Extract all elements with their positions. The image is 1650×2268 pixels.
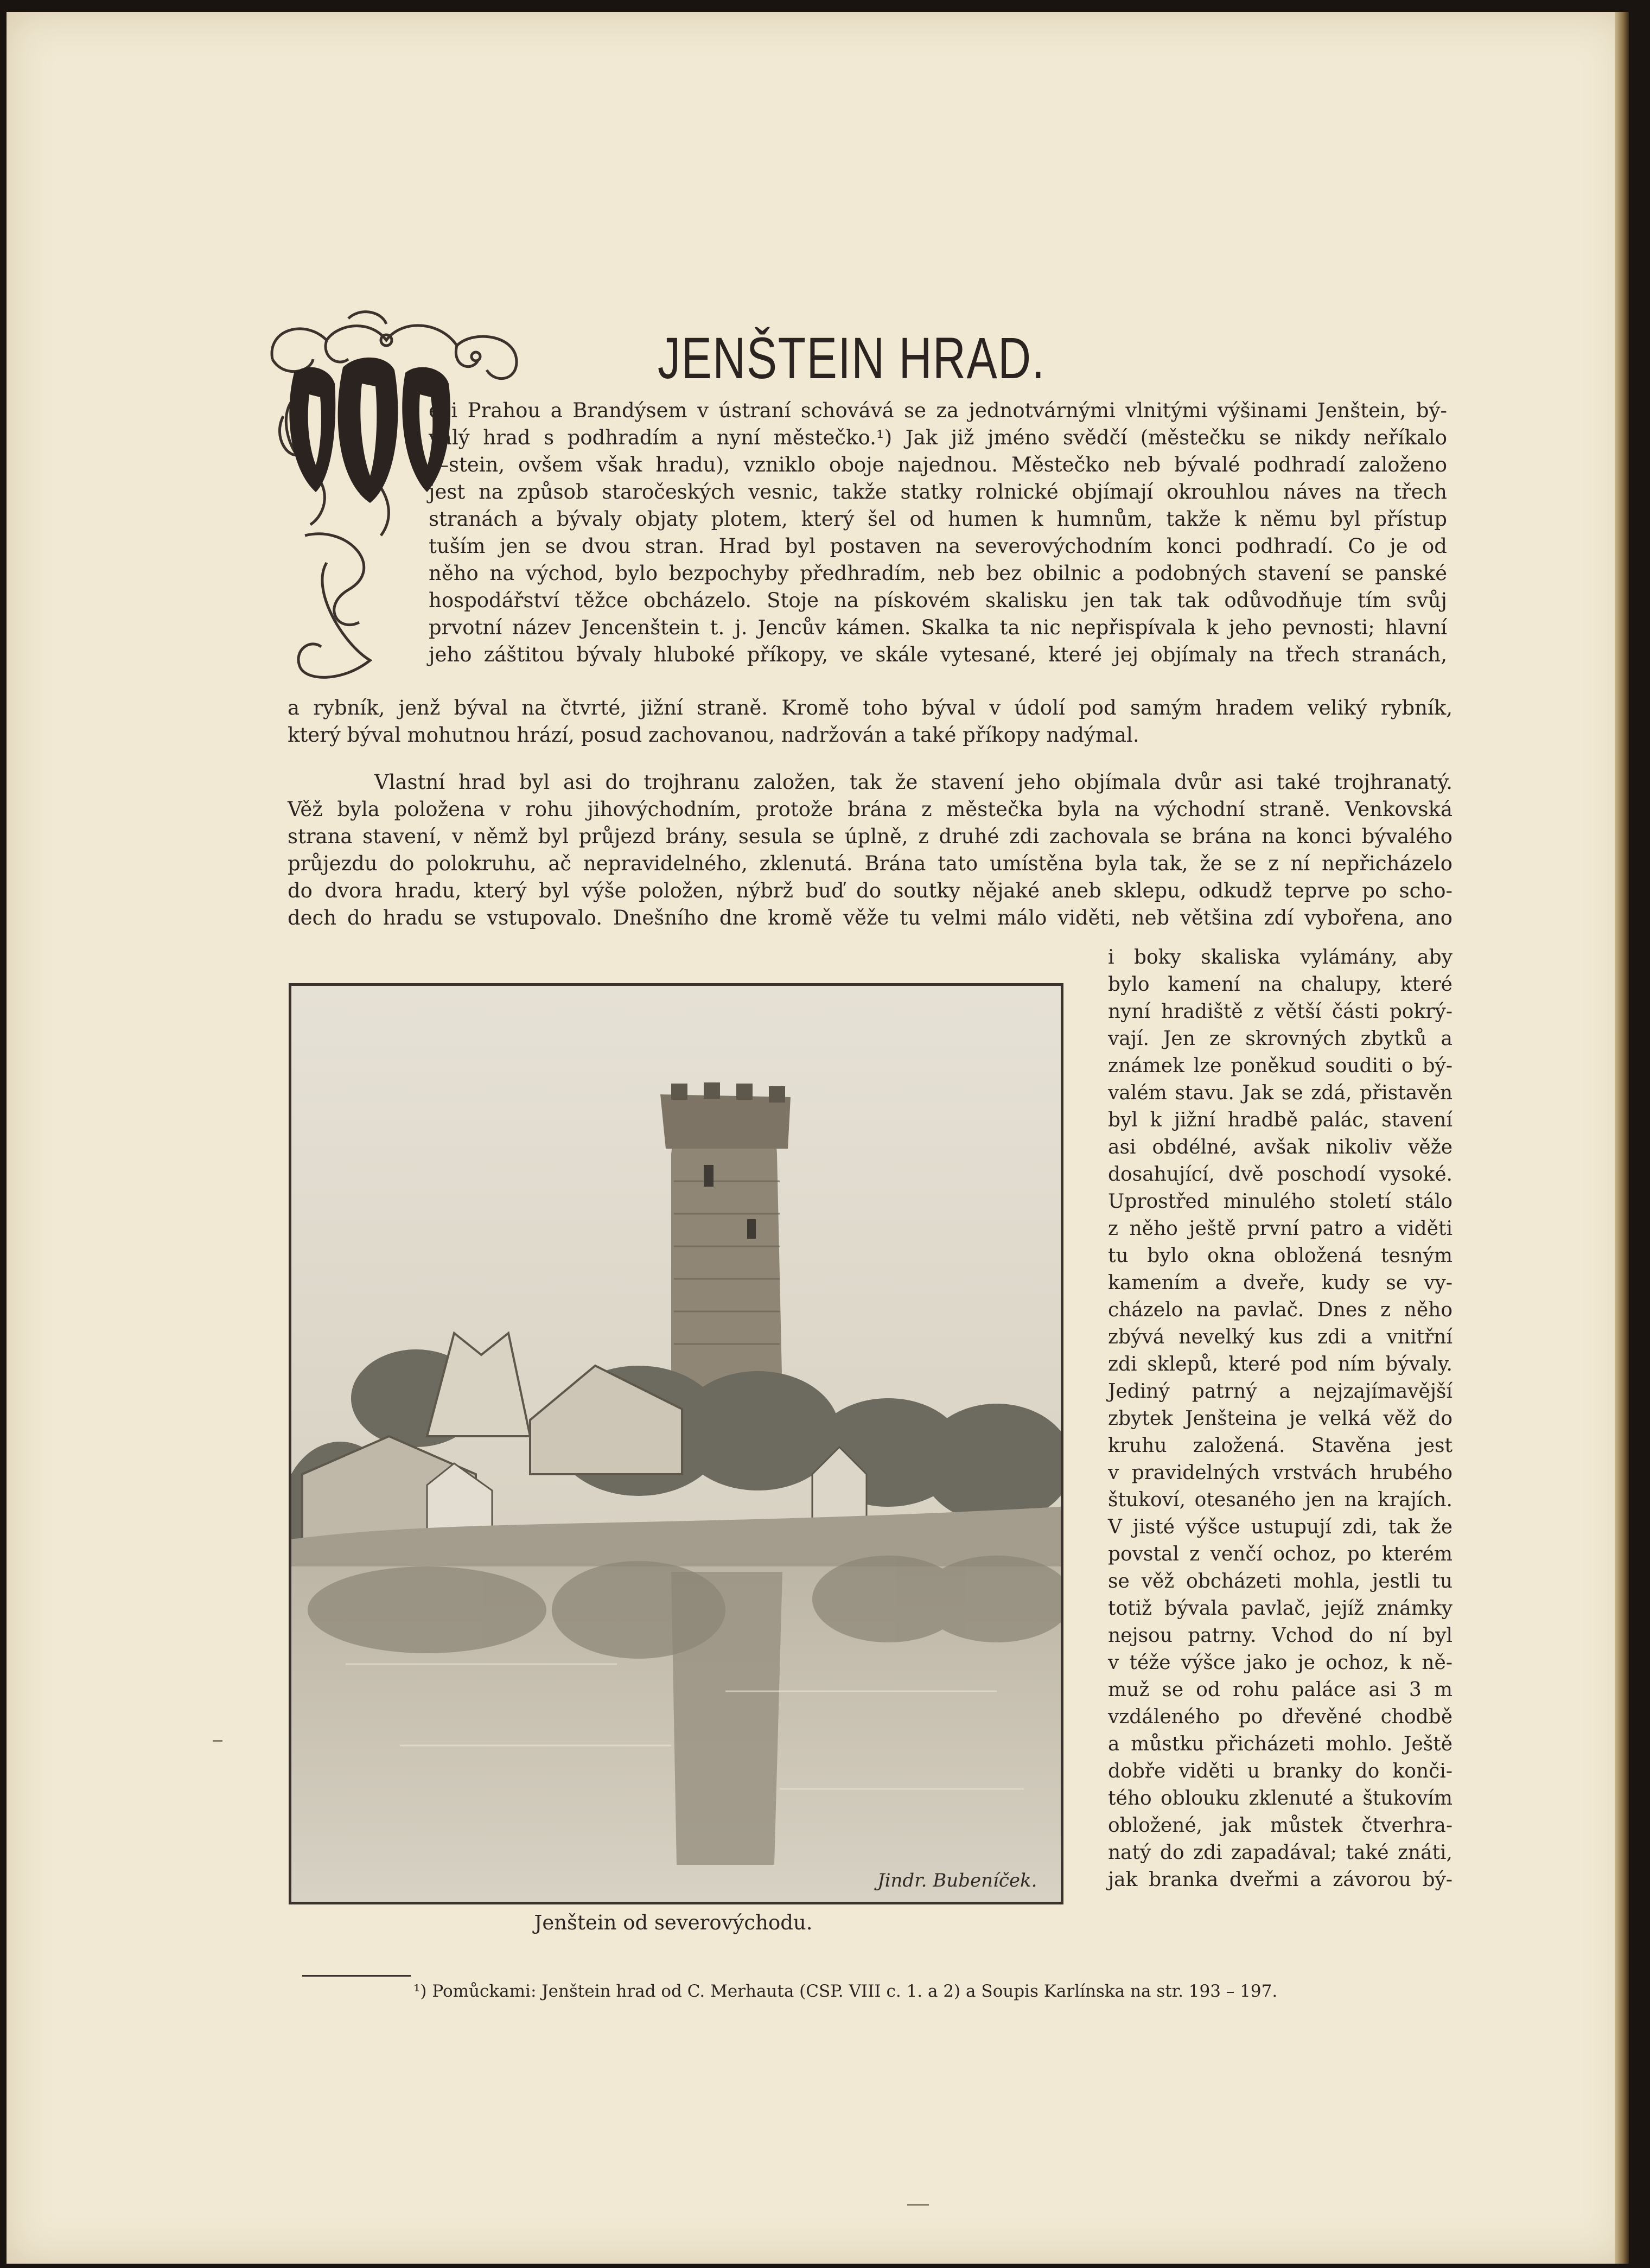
text-line: prvotní název Jencenštein t. j. Jencův kámen. Skalka ta nic nepřispívala k jeho pevnosti; hlavní [429, 616, 1447, 639]
text-line: štukoví, otesaného jen na krajích. [1108, 1489, 1452, 1511]
right-column-text [1097, 944, 1452, 1899]
text-line: nejsou patrny. Vchod do ní byl [1108, 1624, 1452, 1647]
book-page [7, 12, 1629, 2264]
text-line: zdi sklepů, které pod ním bývaly. [1108, 1353, 1452, 1375]
text-line: povstal z venčí ochoz, po kterém [1108, 1543, 1452, 1565]
text-line: strana stavení, v němž byl průjezd brány, sesula se úplně, z druhé zdi zachovala se brána na konci bývalého [288, 825, 1452, 848]
book-spine-edge [1615, 12, 1629, 2264]
text-line: jak branka dveřmi a závorou bý- [1108, 1869, 1452, 1891]
text-line: průjezdu do polokruhu, ač nepravidelného, zklenutá. Brána tato umístěna byla tak, že se z ní nepřicházelo [288, 852, 1452, 875]
text-line: dosahující, dvě poschodí vysoké. [1108, 1163, 1452, 1186]
body-paragraph-1-end [288, 695, 1452, 749]
text-line: dech do hradu se vstupovalo. Dnešního dne kromě věže tu velmi málo viděti, neb většina zdí vybořena, ano [288, 906, 1452, 929]
text-line: dobře viděti u branky do konči- [1108, 1760, 1452, 1782]
text-line: natý do zdi zapadával; také znáti, [1108, 1842, 1452, 1864]
margin-mark [213, 1740, 222, 1742]
text-line: kamením a dveře, kudy se vy- [1108, 1272, 1452, 1294]
text-line: valý hrad s podhradím a nyní městečko.¹) Jak již jméno svědčí (městečku se nikdy neříkalo [429, 426, 1447, 449]
text-line: i boky skaliska vylámány, aby [1108, 946, 1452, 969]
text-line: se věž obcházeti mohla, jestli tu [1108, 1570, 1452, 1592]
text-line: asi obdélné, avšak nikoliv věže [1108, 1136, 1452, 1158]
illustration-jenstein-castle [289, 983, 1063, 1904]
illustration-caption: Jenštein od severovýchodu. [534, 1911, 813, 1934]
text-line: Jediný patrný a nejzajímavější [1108, 1380, 1452, 1403]
text-line: a rybník, jenž býval na čtvrté, jižní straně. Kromě toho býval v údolí pod samým hradem veliký rybník, [288, 696, 1452, 719]
footnote: ¹) Pomůckami: Jenštein hrad od C. Merhauta (CSP. VIII c. 1. a 2) a Soupis Karlínska na str. 193 – 197. [413, 1982, 1278, 2001]
text-line: jeho záštitou bývaly hluboké příkopy, ve skále vytesané, které jej objímaly na třech stranách, [429, 643, 1447, 666]
text-line: v téže výšce jako je ochoz, k ně- [1108, 1652, 1452, 1674]
text-line: známek lze poněkud souditi o bý- [1108, 1055, 1452, 1077]
text-line: jest na způsob staročeských vesnic, takže statky rolnické objímají okrouhlou náves na třech [429, 480, 1447, 504]
text-line: V jisté výšce ustupují zdi, tak že [1108, 1516, 1452, 1538]
text-line: Vlastní hrad byl asi do trojhranu založen, tak že stavení jeho objímala dvůr asi také trojhranatý. [374, 770, 1452, 794]
text-line: —stein, ovšem však hradu), vzniklo oboje najednou. Městečko neb bývalé podhradí založeno [429, 453, 1447, 476]
text-line: do dvora hradu, který byl výše položen, nýbrž buď do soutky nějaké aneb sklepu, odkudž teprve po scho- [288, 879, 1452, 902]
text-line: zbývá nevelký kus zdi a vnitřní [1108, 1326, 1452, 1348]
text-line: totiž bývala pavlač, jejíž známky [1108, 1597, 1452, 1620]
text-line: valém stavu. Jak se zdá, přistavěn [1108, 1082, 1452, 1104]
text-line: cházelo na pavlač. Dnes z něho [1108, 1299, 1452, 1321]
text-line: ezi Prahou a Brandýsem v ústraní schovává se za jednotvárnými vlnitými výšinami Jenštein, bý- [429, 399, 1447, 422]
text-line: Věž byla položena v rohu jihovýchodním, protože brána z městečka byla na východní straně. Venkovská [288, 798, 1452, 821]
text-line: a můstku přicházeti mohlo. Ještě [1108, 1733, 1452, 1755]
text-line: tuším jen se dvou stran. Hrad byl postaven na severovýchodním konci podhradí. Co je od [429, 534, 1447, 558]
text-line: v pravidelných vrstvách hrubého [1108, 1462, 1452, 1484]
text-line: tého oblouku zklenuté a štukovím [1108, 1787, 1452, 1810]
text-line: stranách a bývaly objaty plotem, který šel od humen k humnům, takže k němu byl přístup [429, 507, 1447, 531]
text-line: který býval mohutnou hrází, posud zachovanou, nadržován a také příkopy nadýmal. [288, 723, 1139, 747]
intro-paragraph [429, 397, 1447, 668]
text-line: byl k jižní hradbě palác, stavení [1108, 1109, 1452, 1131]
body-paragraph-2 [288, 769, 1452, 932]
text-line: zbytek Jenšteina je velká věž do [1108, 1407, 1452, 1430]
text-line: nyní hradiště z větší části pokrý- [1108, 1001, 1452, 1023]
footnote-rule [302, 1975, 411, 1977]
illustration-signature: Jindr. Bubeníček. [877, 1870, 1037, 1891]
text-line: tu bylo okna obložená tesným [1108, 1245, 1452, 1267]
text-line: bylo kamení na chalupy, které [1108, 973, 1452, 996]
text-line: muž se od rohu paláce asi 3 m [1108, 1679, 1452, 1701]
text-line: něho na východ, bylo bezpochyby předhradím, neb bez obilnic a podobných stavení se panské [429, 562, 1447, 585]
text-line: obložené, jak můstek čtverhra- [1108, 1814, 1452, 1837]
text-line: Uprostřed minulého století stálo [1108, 1190, 1452, 1213]
text-line: hospodářství těžce obcházelo. Stoje na pískovém skalisku jen tak tak odůvodňuje tím svůj [429, 589, 1447, 612]
text-line: kruhu založená. Stavěna jest [1108, 1435, 1452, 1457]
text-line: z něho ještě první patro a viděti [1108, 1218, 1452, 1240]
text-line: vzdáleného po dřevěné chodbě [1108, 1706, 1452, 1728]
page-title: JENŠTEIN HRAD. [658, 325, 1046, 391]
page-mark [907, 2204, 929, 2206]
text-line: vají. Jen ze skrovných zbytků a [1108, 1028, 1452, 1050]
